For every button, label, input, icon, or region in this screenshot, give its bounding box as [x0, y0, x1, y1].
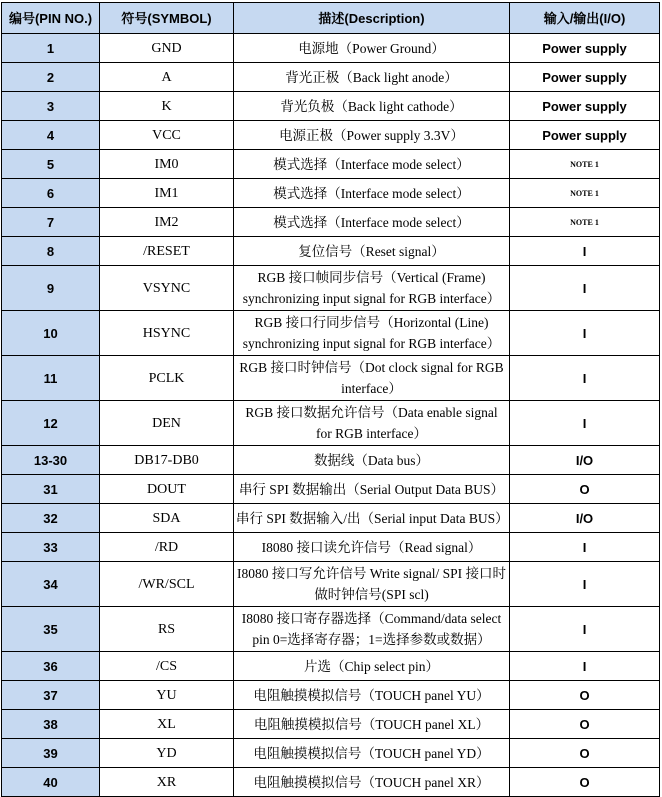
pin-cell: 11: [2, 356, 100, 401]
table-row: [2, 681, 660, 710]
io-cell: O: [510, 768, 660, 797]
symbol-cell: /WR/SCL: [100, 562, 234, 607]
io-cell: I: [510, 311, 660, 356]
symbol-cell: DB17-DB0: [100, 446, 234, 475]
table-row: [2, 92, 660, 121]
description-cell: 电阻触摸模拟信号（TOUCH panel YD）: [234, 739, 510, 768]
table-row: [2, 311, 660, 356]
description-cell: 片选（Chip select pin）: [234, 652, 510, 681]
io-cell: I: [510, 401, 660, 446]
pin-cell: 35: [2, 607, 100, 652]
io-cell: Power supply: [510, 63, 660, 92]
table-row: [2, 710, 660, 739]
symbol-cell: DOUT: [100, 475, 234, 504]
symbol-cell: IM1: [100, 179, 234, 208]
table-row: [2, 179, 660, 208]
description-cell: 电阻触摸模拟信号（TOUCH panel YU）: [234, 681, 510, 710]
description-cell: 数据线（Data bus）: [234, 446, 510, 475]
symbol-cell: PCLK: [100, 356, 234, 401]
symbol-cell: SDA: [100, 504, 234, 533]
symbol-cell: IM0: [100, 150, 234, 179]
io-cell: I: [510, 607, 660, 652]
symbol-cell: VCC: [100, 121, 234, 150]
symbol-cell: HSYNC: [100, 311, 234, 356]
header-pin: 编号(PIN NO.): [2, 3, 100, 34]
symbol-cell: VSYNC: [100, 266, 234, 311]
io-cell: O: [510, 475, 660, 504]
table-row: [2, 121, 660, 150]
pin-cell: 40: [2, 768, 100, 797]
table-row: [2, 401, 660, 446]
description-cell: 电阻触摸模拟信号（TOUCH panel XL）: [234, 710, 510, 739]
pin-cell: 5: [2, 150, 100, 179]
symbol-cell: IM2: [100, 208, 234, 237]
io-cell: Power supply: [510, 121, 660, 150]
symbol-cell: K: [100, 92, 234, 121]
io-cell: O: [510, 739, 660, 768]
table-row: [2, 607, 660, 652]
description-cell: 模式选择（Interface mode select）: [234, 208, 510, 237]
symbol-cell: XL: [100, 710, 234, 739]
pin-cell: 7: [2, 208, 100, 237]
description-cell: I8080 接口寄存器选择（Command/data select pin 0=选择寄存器；1=选择参数或数据）: [234, 607, 510, 652]
symbol-cell: /RESET: [100, 237, 234, 266]
description-cell: 电阻触摸模拟信号（TOUCH panel XR）: [234, 768, 510, 797]
table-body: [2, 34, 660, 797]
description-cell: RGB 接口数据允许信号（Data enable signal for RGB interface）: [234, 401, 510, 446]
description-cell: 模式选择（Interface mode select）: [234, 179, 510, 208]
pin-cell: 39: [2, 739, 100, 768]
pin-cell: 4: [2, 121, 100, 150]
pin-cell: 12: [2, 401, 100, 446]
table-row: [2, 504, 660, 533]
io-cell: NOTE 1: [510, 179, 660, 208]
table-row: [2, 475, 660, 504]
symbol-cell: RS: [100, 607, 234, 652]
pin-cell: 36: [2, 652, 100, 681]
table-row: [2, 446, 660, 475]
header-io: 输入/输出(I/O): [510, 3, 660, 34]
description-cell: RGB 接口帧同步信号（Vertical (Frame) synchronizing input signal for RGB interface）: [234, 266, 510, 311]
table-row: [2, 34, 660, 63]
pin-cell: 8: [2, 237, 100, 266]
description-cell: 串行 SPI 数据输入/出（Serial input Data BUS）: [234, 504, 510, 533]
symbol-cell: /RD: [100, 533, 234, 562]
pin-definition-table: [1, 2, 660, 797]
description-cell: 串行 SPI 数据输出（Serial Output Data BUS）: [234, 475, 510, 504]
description-cell: 模式选择（Interface mode select）: [234, 150, 510, 179]
io-cell: O: [510, 710, 660, 739]
pin-cell: 10: [2, 311, 100, 356]
table-row: [2, 150, 660, 179]
description-cell: 复位信号（Reset signal）: [234, 237, 510, 266]
description-cell: 背光负极（Back light cathode）: [234, 92, 510, 121]
table-row: [2, 266, 660, 311]
description-cell: 电源地（Power Ground）: [234, 34, 510, 63]
description-cell: I8080 接口写允许信号 Write signal/ SPI 接口时做时钟信号(SPI scl): [234, 562, 510, 607]
pin-cell: 37: [2, 681, 100, 710]
table-header: [2, 3, 660, 34]
io-cell: I: [510, 266, 660, 311]
pin-cell: 32: [2, 504, 100, 533]
io-cell: I/O: [510, 504, 660, 533]
io-cell: Power supply: [510, 34, 660, 63]
symbol-cell: /CS: [100, 652, 234, 681]
header-symbol: 符号(SYMBOL): [100, 3, 234, 34]
table-row: [2, 739, 660, 768]
table-row: [2, 533, 660, 562]
pin-cell: 3: [2, 92, 100, 121]
io-cell: NOTE 1: [510, 150, 660, 179]
io-cell: I: [510, 562, 660, 607]
header-description: 描述(Description): [234, 3, 510, 34]
pin-cell: 38: [2, 710, 100, 739]
symbol-cell: XR: [100, 768, 234, 797]
table-row: [2, 768, 660, 797]
io-cell: Power supply: [510, 92, 660, 121]
io-cell: I: [510, 356, 660, 401]
symbol-cell: YU: [100, 681, 234, 710]
pin-cell: 13-30: [2, 446, 100, 475]
symbol-cell: GND: [100, 34, 234, 63]
symbol-cell: DEN: [100, 401, 234, 446]
pin-cell: 31: [2, 475, 100, 504]
pin-cell: 1: [2, 34, 100, 63]
table-row: [2, 562, 660, 607]
table-row: [2, 356, 660, 401]
io-cell: NOTE 1: [510, 208, 660, 237]
io-cell: I: [510, 533, 660, 562]
description-cell: I8080 接口读允许信号（Read signal）: [234, 533, 510, 562]
pin-cell: 2: [2, 63, 100, 92]
table-row: [2, 63, 660, 92]
description-cell: RGB 接口行同步信号（Horizontal (Line) synchronizing input signal for RGB interface）: [234, 311, 510, 356]
io-cell: O: [510, 681, 660, 710]
table-row: [2, 208, 660, 237]
io-cell: I/O: [510, 446, 660, 475]
description-cell: 电源正极（Power supply 3.3V）: [234, 121, 510, 150]
description-cell: 背光正极（Back light anode）: [234, 63, 510, 92]
table-row: [2, 237, 660, 266]
symbol-cell: A: [100, 63, 234, 92]
pin-cell: 33: [2, 533, 100, 562]
table-row: [2, 652, 660, 681]
description-cell: RGB 接口时钟信号（Dot clock signal for RGB interface）: [234, 356, 510, 401]
pin-cell: 9: [2, 266, 100, 311]
symbol-cell: YD: [100, 739, 234, 768]
pin-cell: 34: [2, 562, 100, 607]
io-cell: I: [510, 237, 660, 266]
pin-cell: 6: [2, 179, 100, 208]
io-cell: I: [510, 652, 660, 681]
